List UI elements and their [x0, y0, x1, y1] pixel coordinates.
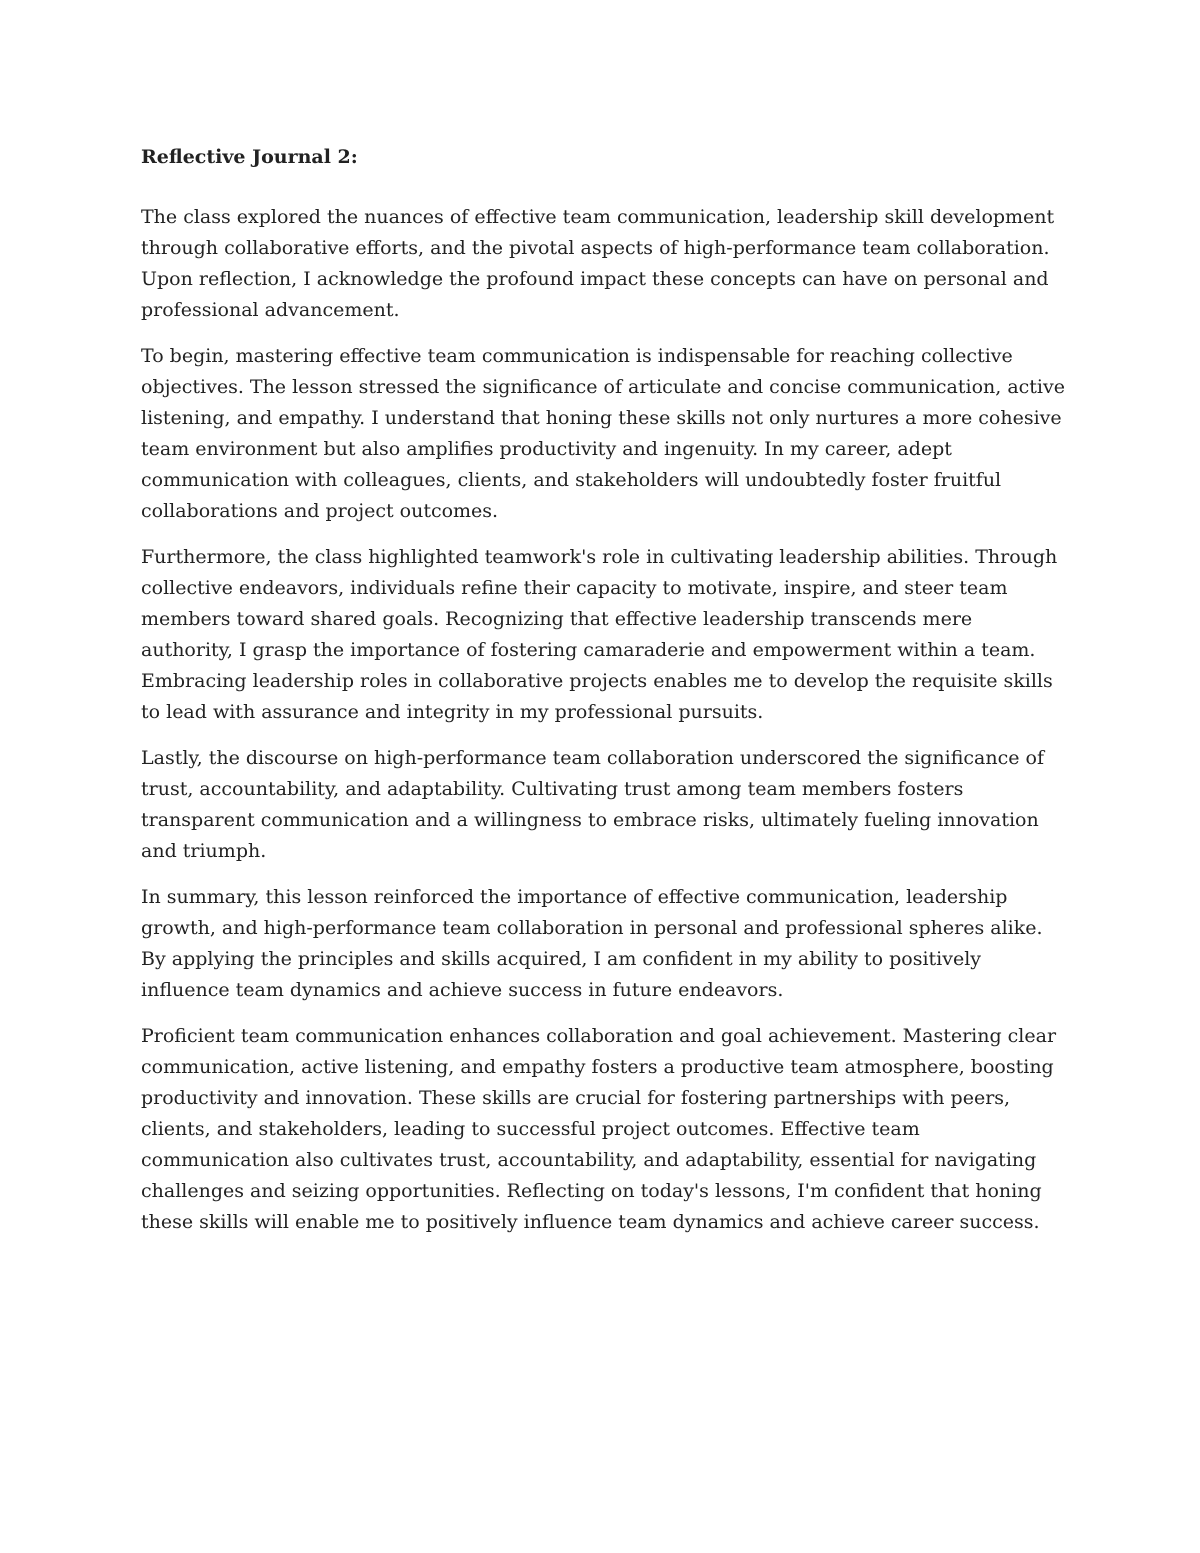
paragraph-leadership: Furthermore, the class highlighted teamwork's role in cultivating leadership abilities. Through collective endeavors, individuals refine their capacity to motivate, inspire, and steer team members toward shared goals. Recognizing that effective leadership transcends mere authority, I grasp the importance of fostering camaraderie and empowerment within a team. Embracing leadership roles in collaborative projects enables me to develop the requisite skills to lead with assurance and integrity in my professional pursuits. — [141, 546, 1058, 723]
paragraph-conclusion: Proficient team communication enhances collaboration and goal achievement. Mastering clear communication, active listening, and empathy fosters a productive team atmosphere, boosting productivity and innovation. These skills are crucial for fostering partnerships with peers, clients, and stakeholders, leading to successful project outcomes. Effective team communication also cultivates trust, accountability, and adaptability, essential for navigating challenges and seizing opportunities. Reflecting on today's lessons, I'm confident that honing these skills will enable me to positively influence team dynamics and achieve career success. — [141, 1025, 1057, 1233]
paragraph-collaboration: Lastly, the discourse on high-performance team collaboration underscored the significance of trust, accountability, and adaptability. Cultivating trust among team members fosters transparent communication and a willingness to embrace risks, ultimately fueling innovation and triumph. — [141, 747, 1044, 862]
paragraph-summary: In summary, this lesson reinforced the importance of effective communication, leadership growth, and high-performance team collaboration in personal and professional spheres alike. By applying the principles and skills acquired, I am confident in my ability to positively influence team dynamics and achieve success in future endeavors. — [141, 886, 1043, 1001]
document-title: Reflective Journal 2: — [141, 146, 358, 168]
paragraph-intro: The class explored the nuances of effective team communication, leadership skill development through collaborative efforts, and the pivotal aspects of high-performance team collaboration. Upon reflection, I acknowledge the profound impact these concepts can have on personal and professional advancement. — [141, 206, 1055, 321]
paragraph-communication: To begin, mastering effective team communication is indispensable for reaching collective objectives. The lesson stressed the significance of articulate and concise communication, active listening, and empathy. I understand that honing these skills not only nurtures a more cohesive team environment but also amplifies productivity and ingenuity. In my career, adept communication with colleagues, clients, and stakeholders will undoubtedly foster fruitful collaborations and project outcomes. — [141, 345, 1065, 522]
document-body — [141, 142, 1066, 1253]
